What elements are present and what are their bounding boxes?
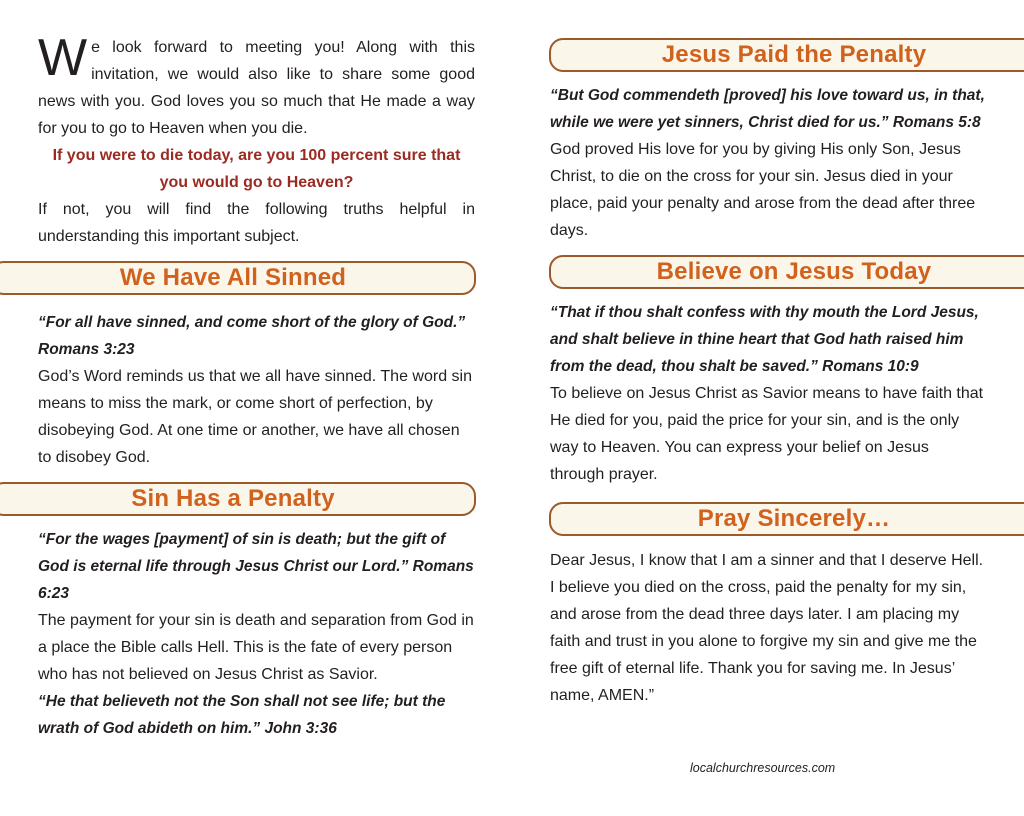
section-jesus-paid-the-penalty (550, 82, 987, 244)
heading-we-have-all-sinned (0, 261, 476, 295)
section-body: The payment for your sin is death and separation from God in a place the Bible calls Hell. This is the fate of every person who has not believed on Jesus Christ as Savior. (38, 612, 474, 683)
section-body: God’s Word reminds us that we all have sinned. The word sin means to miss the mark, or come short of perfection, by disobeying God. At one time or another, we have all chosen to disobey God. (38, 368, 472, 466)
heading-text: Pray Sincerely… (697, 505, 891, 532)
scripture-verse: “For all have sinned, and come short of the glory of God.” Romans 3:23 (38, 314, 466, 358)
intro-text: e look forward to meeting you! Along with this invitation, we would also like to share some good news with you. God loves you so much that He made a way for you to go to Heaven when you die. (38, 39, 475, 137)
section-body: God proved His love for you by giving His only Son, Jesus Christ, to die on the cross for your sin. Jesus died in your place, paid your penalty and arose from the dead after three days. (550, 141, 976, 239)
heading-text: Jesus Paid the Penalty (661, 41, 927, 68)
section-believe-on-jesus-today (550, 299, 987, 488)
heading-sin-has-a-penalty (0, 482, 476, 516)
scripture-verse: “For the wages [payment] of sin is death; but the gift of God is eternal life through Jesus Christ our Lord.” Romans 6:23 (38, 531, 474, 602)
scripture-verse: “That if thou shalt confess with thy mouth the Lord Jesus, and shalt believe in thine heart that God hath raised him from the dead, thou shalt be saved.” Romans 10:9 (550, 304, 979, 375)
heading-text: Believe on Jesus Today (656, 258, 932, 285)
scripture-verse-2: “He that believeth not the Son shall not see life; but the wrath of God abideth on him.” John 3:36 (38, 693, 446, 737)
heading-pray-sincerely (549, 502, 1024, 536)
heading-text: We Have All Sinned (119, 264, 347, 291)
heading-believe-on-jesus-today (549, 255, 1024, 289)
section-we-have-all-sinned (38, 309, 475, 471)
intro-after-text: If not, you will find the following truths helpful in understanding this important subject. (38, 201, 475, 245)
heading-text: Sin Has a Penalty (131, 485, 335, 512)
scripture-verse: “But God commendeth [proved] his love toward us, in that, while we were yet sinners, Christ died for us.” Romans 5:8 (550, 87, 985, 131)
prayer-text: Dear Jesus, I know that I am a sinner and that I deserve Hell. I believe you died on the cross, paid the penalty for my sin, and arose from the dead three days later. I am placing my faith and trust in you alone to forgive my sin and give me the free gift of eternal life. Thank you for saving me. In Jesus’ name, AMEN.” (550, 552, 984, 704)
drop-cap: W (38, 29, 88, 87)
section-body: To believe on Jesus Christ as Savior means to have faith that He died for you, paid the price for your sin, and is the only way to Heaven. You can express your belief on Jesus through prayer. (550, 385, 984, 483)
section-pray-sincerely (550, 547, 987, 709)
key-question: If you were to die today, are you 100 percent sure that you would go to Heaven? (52, 147, 461, 191)
heading-jesus-paid-the-penalty (549, 38, 1024, 72)
section-sin-has-a-penalty (38, 526, 475, 742)
footer-website: localchurchresources.com (690, 761, 836, 775)
intro-paragraph (38, 29, 475, 250)
